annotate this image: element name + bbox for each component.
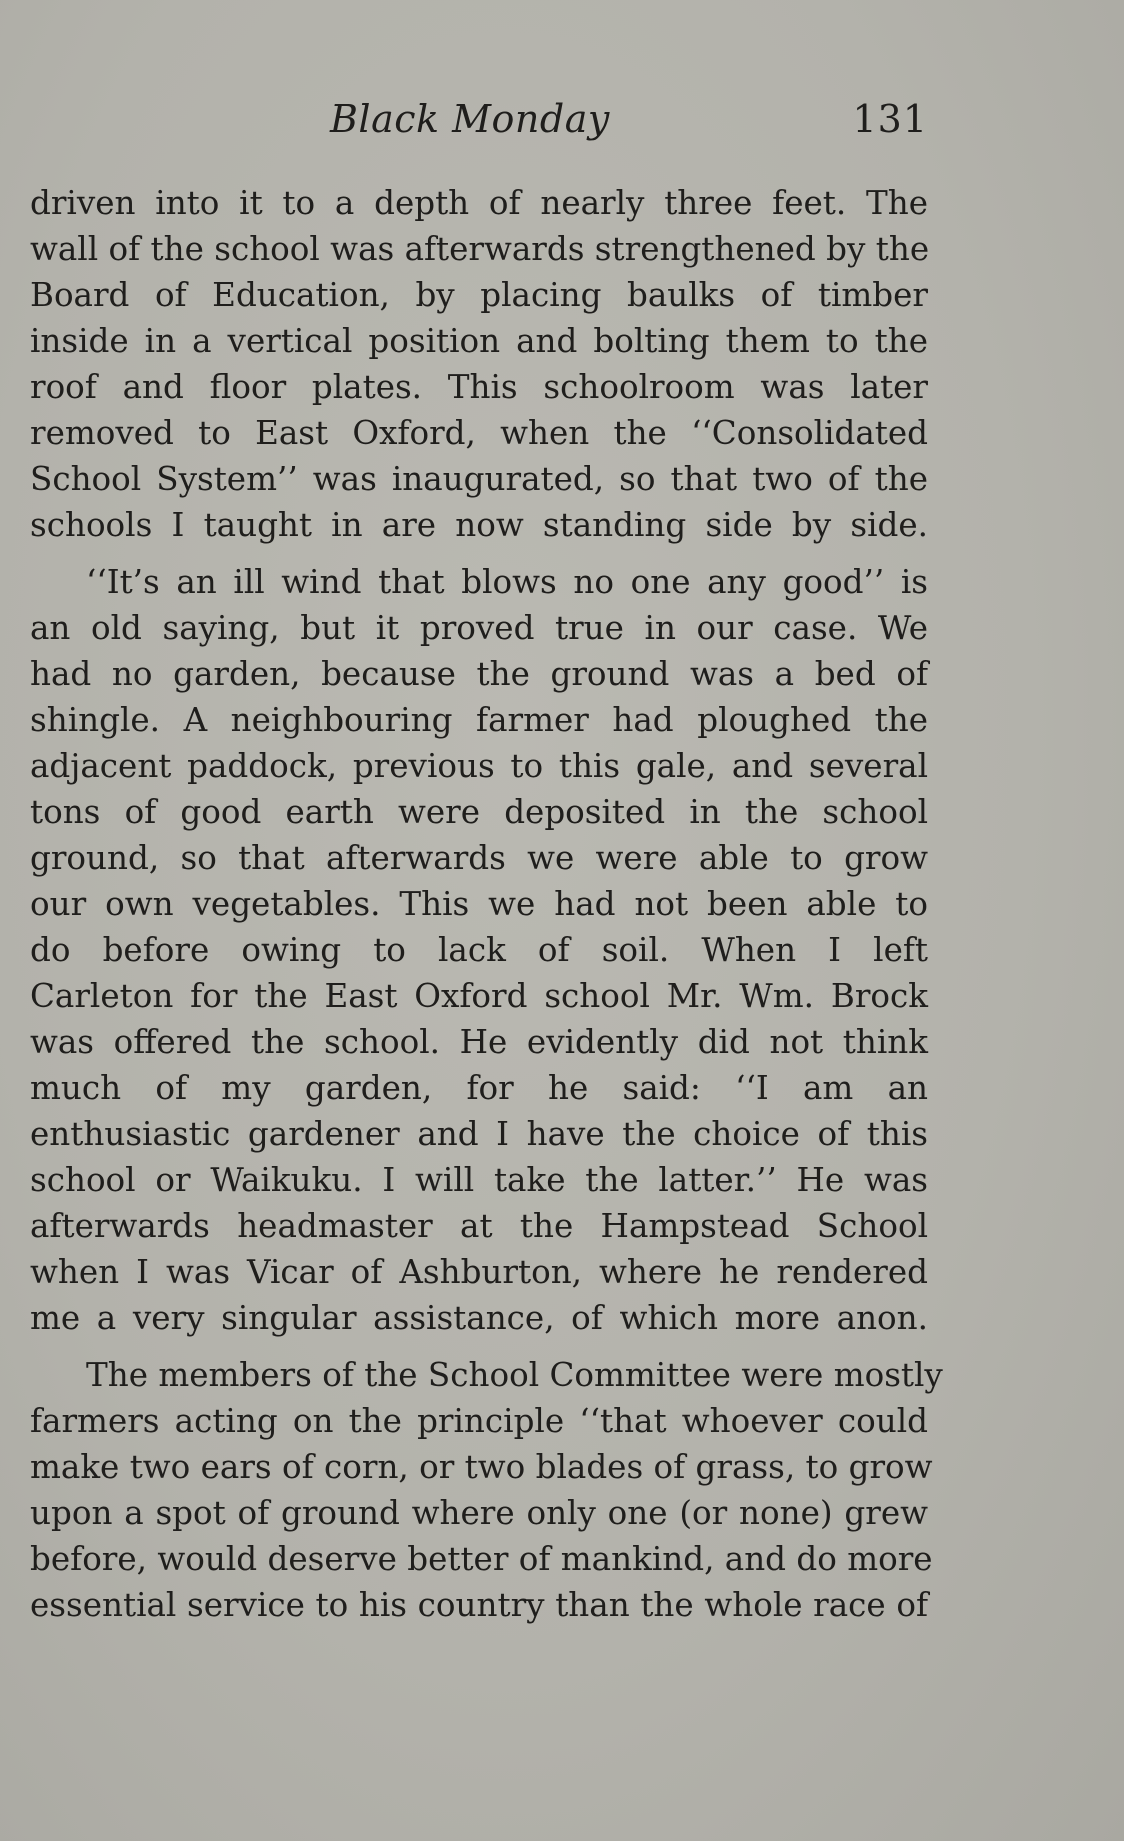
body-text — [30, 180, 943, 1628]
text-line: roof and floor plates. This schoolroom was later — [30, 368, 928, 406]
text-line: tons of good earth were deposited in the school — [30, 793, 928, 831]
text-line: before, would deserve better of mankind, and do more — [30, 1540, 933, 1578]
running-title: Black Monday — [330, 97, 610, 141]
paragraph-2 — [30, 559, 928, 1341]
text-line: inside in a vertical position and bolting them to the — [30, 322, 928, 360]
text-line: ground, so that afterwards we were able to grow — [30, 839, 928, 877]
text-line: The members of the School Committee were mostly — [86, 1356, 943, 1394]
text-line: was offered the school. He evidently did not think — [30, 1023, 928, 1061]
text-line: farmers acting on the principle ‘‘that whoever could — [30, 1402, 928, 1440]
text-line: upon a spot of ground where only one (or none) grew — [30, 1494, 928, 1532]
paragraph-gap — [30, 1341, 928, 1352]
text-line: enthusiastic gardener and I have the choice of this — [30, 1115, 928, 1153]
text-line: Board of Education, by placing baulks of timber — [30, 276, 928, 314]
text-line: school or Waikuku. I will take the latter.’’ He was — [30, 1161, 928, 1199]
text-line: essential service to his country than the whole race of — [30, 1586, 928, 1624]
paragraph-gap — [30, 548, 928, 559]
text-line: driven into it to a depth of nearly three feet. The — [30, 184, 928, 222]
text-line: do before owing to lack of soil. When I left — [30, 931, 928, 969]
text-line: afterwards headmaster at the Hampstead School — [30, 1207, 928, 1245]
paragraph-3 — [30, 1352, 943, 1628]
text-line: School System’’ was inaugurated, so that two of the — [30, 460, 928, 498]
page-number: 131 — [852, 97, 928, 141]
paragraph-1 — [30, 180, 928, 548]
running-head — [30, 97, 928, 153]
text-line: when I was Vicar of Ashburton, where he rendered — [30, 1253, 928, 1291]
text-line: me a very singular assistance, of which more anon. — [30, 1299, 928, 1337]
text-line: shingle. A neighbouring farmer had ploughed the — [30, 701, 928, 739]
text-line: Carleton for the East Oxford school Mr. Wm. Brock — [30, 977, 928, 1015]
text-line: wall of the school was afterwards strengthened by the — [30, 230, 930, 268]
text-line: an old saying, but it proved true in our case. We — [30, 609, 928, 647]
text-line: our own vegetables. This we had not been able to — [30, 885, 928, 923]
text-line: removed to East Oxford, when the ‘‘Consolidated — [30, 414, 928, 452]
text-line: ‘‘It’s an ill wind that blows no one any good’’ is — [86, 563, 928, 601]
text-line: schools I taught in are now standing side by side. — [30, 506, 928, 544]
text-line: make two ears of corn, or two blades of grass, to grow — [30, 1448, 933, 1486]
text-line: adjacent paddock, previous to this gale, and several — [30, 747, 928, 785]
text-line: had no garden, because the ground was a bed of — [30, 655, 928, 693]
text-line: much of my garden, for he said: ‘‘I am an — [30, 1069, 928, 1107]
